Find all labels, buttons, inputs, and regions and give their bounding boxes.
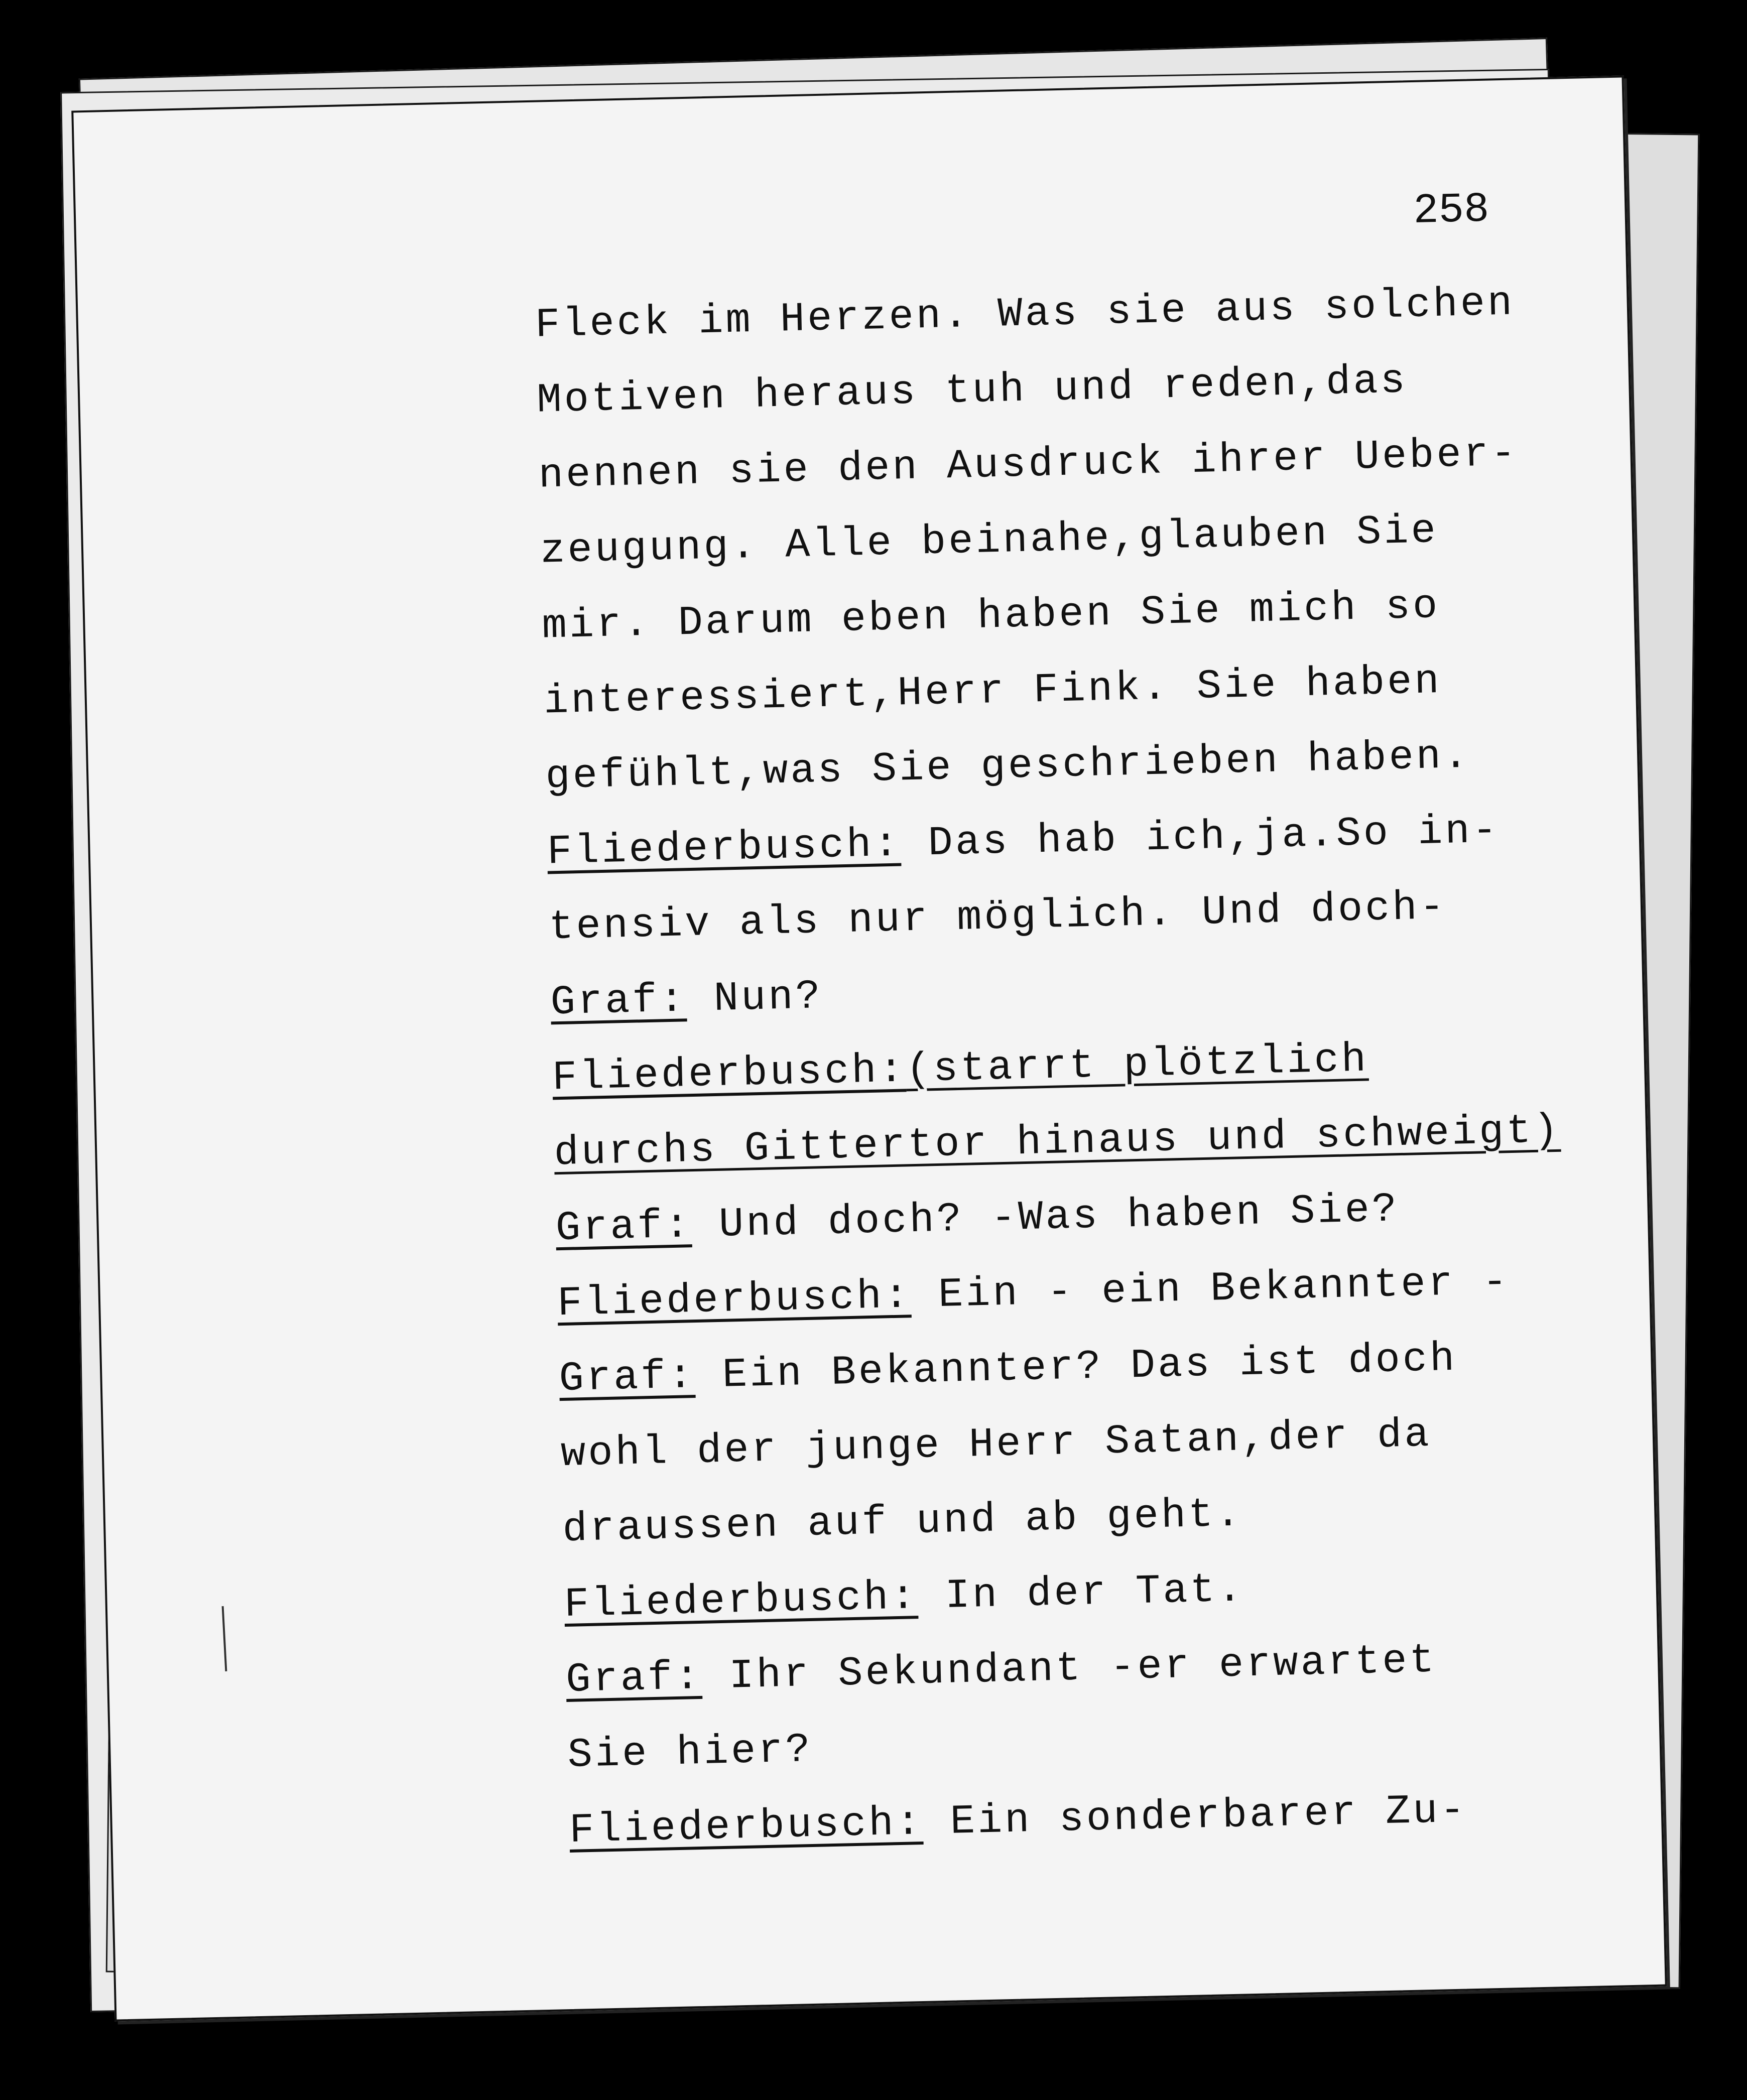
- line-text: interessiert,Herr Fink. Sie haben: [543, 658, 1442, 725]
- stage-direction: durchs Gittertor hinaus und schweigt): [553, 1107, 1561, 1177]
- line-text: zeugung. Alle beinahe,glauben Sie: [540, 507, 1439, 575]
- line-text: Und doch? -Was haben Sie?: [691, 1186, 1400, 1249]
- line-text: Motiven heraus tuh und reden,das: [536, 357, 1408, 424]
- line-text: Ein - ein Bekannter -: [910, 1259, 1511, 1320]
- speaker-name: Fliederbusch:: [546, 821, 902, 876]
- line-text: Nun?: [686, 973, 823, 1023]
- line-text: Fleck im Herzen. Was sie aus solchen: [535, 280, 1516, 349]
- line-text: In der Tat.: [917, 1566, 1245, 1621]
- speaker-name: Graf:: [555, 1202, 693, 1252]
- line-text: Das hab ich,ja.So in-: [900, 807, 1500, 868]
- line-text: gefühlt,was Sie geschrieben haben.: [545, 732, 1471, 801]
- line-text: mir. Darum eben haben Sie mich so: [541, 582, 1441, 650]
- page-number: 258: [1413, 186, 1490, 235]
- line-text: tensiv als nur möglich. Und doch-: [548, 883, 1447, 951]
- line-text: Ein sonderbarer Zu-: [922, 1787, 1468, 1846]
- speaker-name: Fliederbusch:: [569, 1799, 924, 1854]
- speaker-name: Fliederbusch:: [557, 1272, 912, 1328]
- speaker-name: Graf:: [550, 976, 687, 1026]
- typescript-text: [534, 265, 1614, 1869]
- line-text: nennen sie den Ausdruck ihrer Ueber-: [538, 430, 1519, 499]
- speaker-name: Fliederbusch:: [563, 1573, 919, 1629]
- line-text: Ihr Sekundant -er erwartet: [701, 1637, 1437, 1700]
- line-text: wohl der junge Herr Satan,der da: [560, 1411, 1432, 1478]
- line-text: Ein Bekannter? Das ist doch: [694, 1335, 1458, 1400]
- line-text: draussen auf und ab geht.: [562, 1491, 1243, 1553]
- speaker-name: Fliederbusch:: [552, 1046, 907, 1102]
- speaker-name: Graf:: [565, 1653, 703, 1704]
- manuscript-page: [71, 75, 1667, 2021]
- stage-direction: (starrt plötzlich: [905, 1036, 1369, 1094]
- speaker-name: Graf:: [558, 1353, 696, 1403]
- line-text: Sie hier?: [567, 1726, 813, 1779]
